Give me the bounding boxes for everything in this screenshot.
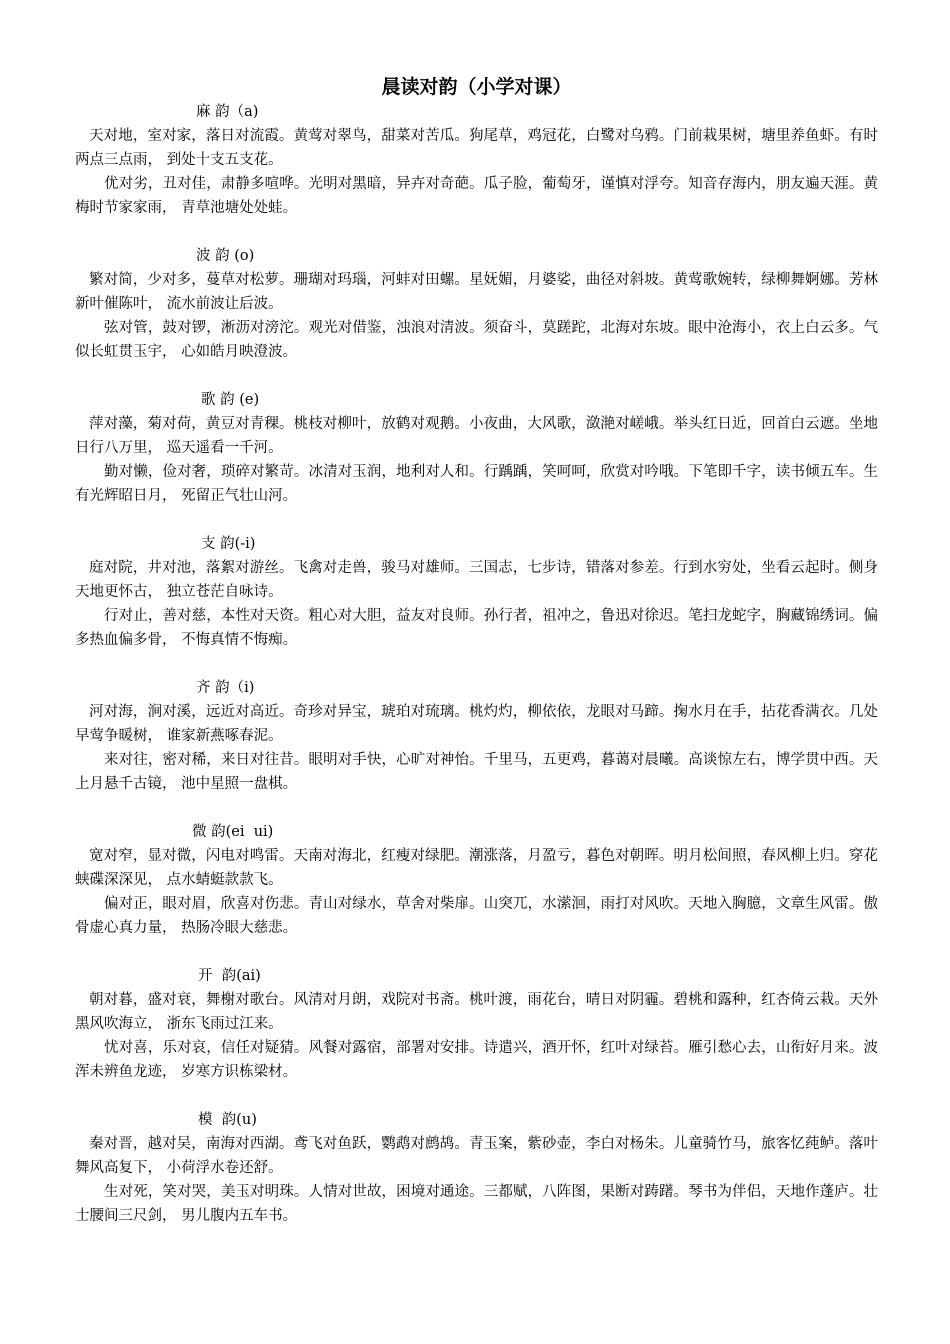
document-title: 晨读对韵（小学对课）: [381, 76, 572, 98]
couplet-paragraph: 勤对懒，俭对奢，琐碎对繁苛。冰清对玉润，地利对人和。行踽踽，笑呵呵，欣赏对吟哦。下笔即千字，读书倾五车。生有光辉昭日月， 死留正气壮山河。: [75, 464, 878, 504]
rhyme-section-mo: [75, 1108, 878, 1228]
couplet-paragraph: 弦对管，鼓对锣，淅沥对滂沱。观光对借鉴，浊浪对清波。须奋斗，莫蹉跎，北海对东坡。眼中沧海小，衣上白云多。气似长虹贯玉宇， 心如皓月映澄波。: [75, 320, 878, 360]
couplet-paragraph: 庭对院，井对池，落絮对游丝。飞禽对走兽，骏马对雄师。三国志，七步诗，错落对参差。行到水穷处，坐看云起时。侧身天地更怀古， 独立苍茫自咏诗。: [75, 560, 878, 600]
rhyme-section-wei: [75, 820, 878, 940]
rhyme-section-zhi: [75, 532, 878, 652]
rhyme-section-ma: [75, 100, 878, 220]
rhyme-section-bo: [75, 244, 878, 364]
rhyme-heading: 模 韵(u): [198, 1112, 257, 1128]
couplet-paragraph: 来对往，密对稀，来日对往昔。眼明对手快，心旷对神怡。千里马，五更鸡，暮蔼对晨曦。高谈惊左右，博学贯中西。天上月悬千古镜， 池中星照一盘棋。: [75, 752, 878, 792]
document-page: [75, 74, 878, 1228]
couplet-paragraph: 偏对正，眼对眉，欣喜对伤悲。青山对绿水，草舍对柴扉。山突兀，水潆洄，雨打对风吹。天地入胸臆，文章生风雷。傲骨虚心真力量， 热肠冷眼大慈悲。: [75, 896, 878, 936]
couplet-paragraph: 优对劣，丑对佳，肃静多喧哗。光明对黑暗，异卉对奇葩。瓜子脸，葡萄牙，谨慎对浮夸。知音存海内，朋友遍天涯。黄梅时节家家雨， 青草池塘处处蛙。: [75, 176, 878, 216]
rhyme-heading: 波 韵 (o): [196, 248, 255, 264]
couplet-paragraph: 行对止，善对慈，本性对天资。粗心对大胆，益友对良师。孙行者，祖冲之，鲁迅对徐迟。笔扫龙蛇字，胸藏锦绣词。偏多热血偏多骨， 不悔真情不悔痴。: [75, 608, 878, 648]
rhyme-heading: 麻 韵（a): [196, 104, 259, 120]
couplet-paragraph: 朝对暮，盛对衰，舞榭对歌台。风清对月朗，戏院对书斋。桃叶渡，雨花台，晴日对阴霾。碧桃和露种，红杏倚云栽。天外黑风吹海立， 浙东飞雨过江来。: [75, 992, 878, 1032]
rhyme-heading: 歌 韵 (e): [201, 392, 260, 408]
rhyme-section-kai: [75, 964, 878, 1084]
couplet-paragraph: 萍对藻，菊对荷，黄豆对青稞。桃枝对柳叶，放鹤对观鹅。小夜曲，大风歌，潋滟对嵯峨。举头红日近，回首白云遮。坐地日行八万里， 巡天遥看一千河。: [75, 416, 878, 456]
couplet-paragraph: 秦对晋，越对吴，南海对西湖。鸢飞对鱼跃，鹦鹉对鹧鸪。青玉案，紫砂壶，李白对杨朱。儿童骑竹马，旅客忆莼鲈。落叶舞风高复下， 小荷浮水卷还舒。: [75, 1136, 878, 1176]
rhyme-section-qi: [75, 676, 878, 796]
couplet-paragraph: 生对死，笑对哭，美玉对明珠。人情对世故，困境对通途。三都赋，八阵图，果断对踌躇。琴书为伴侣，天地作蓬庐。壮士腰间三尺剑， 男儿腹内五车书。: [75, 1184, 878, 1224]
couplet-paragraph: 宽对窄，显对微，闪电对鸣雷。天南对海北，红瘦对绿肥。潮涨落，月盈亏，暮色对朝晖。明月松间照，春风柳上归。穿花蛱碟深深见， 点水蜻蜓款款飞。: [75, 848, 878, 888]
rhyme-heading: 齐 韵（i): [196, 680, 255, 696]
couplet-paragraph: 繁对简，少对多，蔓草对松萝。珊瑚对玛瑙，河蚌对田螺。星妩媚，月婆娑，曲径对斜坡。黄莺歌婉转，绿柳舞婀娜。芳林新叶催陈叶， 流水前波让后波。: [75, 272, 878, 312]
couplet-paragraph: 河对海，涧对溪，远近对高近。奇珍对异宝，琥珀对琉璃。桃灼灼，柳依依，龙眼对马蹄。掬水月在手，拈花香满衣。几处早莺争暖树， 谁家新燕啄春泥。: [75, 704, 878, 744]
rhyme-heading: 微 韵(ei ui): [192, 824, 274, 840]
couplet-paragraph: 忧对喜，乐对哀，信任对疑猜。风餐对露宿，部署对安排。诗遣兴，酒开怀，红叶对绿苔。雁引愁心去，山衔好月来。波浑未辨鱼龙迹， 岁寒方识栋梁材。: [75, 1040, 878, 1080]
couplet-paragraph: 天对地，室对家，落日对流霞。黄莺对翠鸟，甜菜对苦瓜。狗尾草，鸡冠花，白鹭对乌鸦。门前栽果树，塘里养鱼虾。有时两点三点雨， 到处十支五支花。: [75, 128, 878, 168]
rhyme-section-ge: [75, 388, 878, 508]
rhyme-heading: 支 韵(-i): [201, 536, 256, 552]
rhyme-heading: 开 韵(ai): [198, 968, 261, 984]
